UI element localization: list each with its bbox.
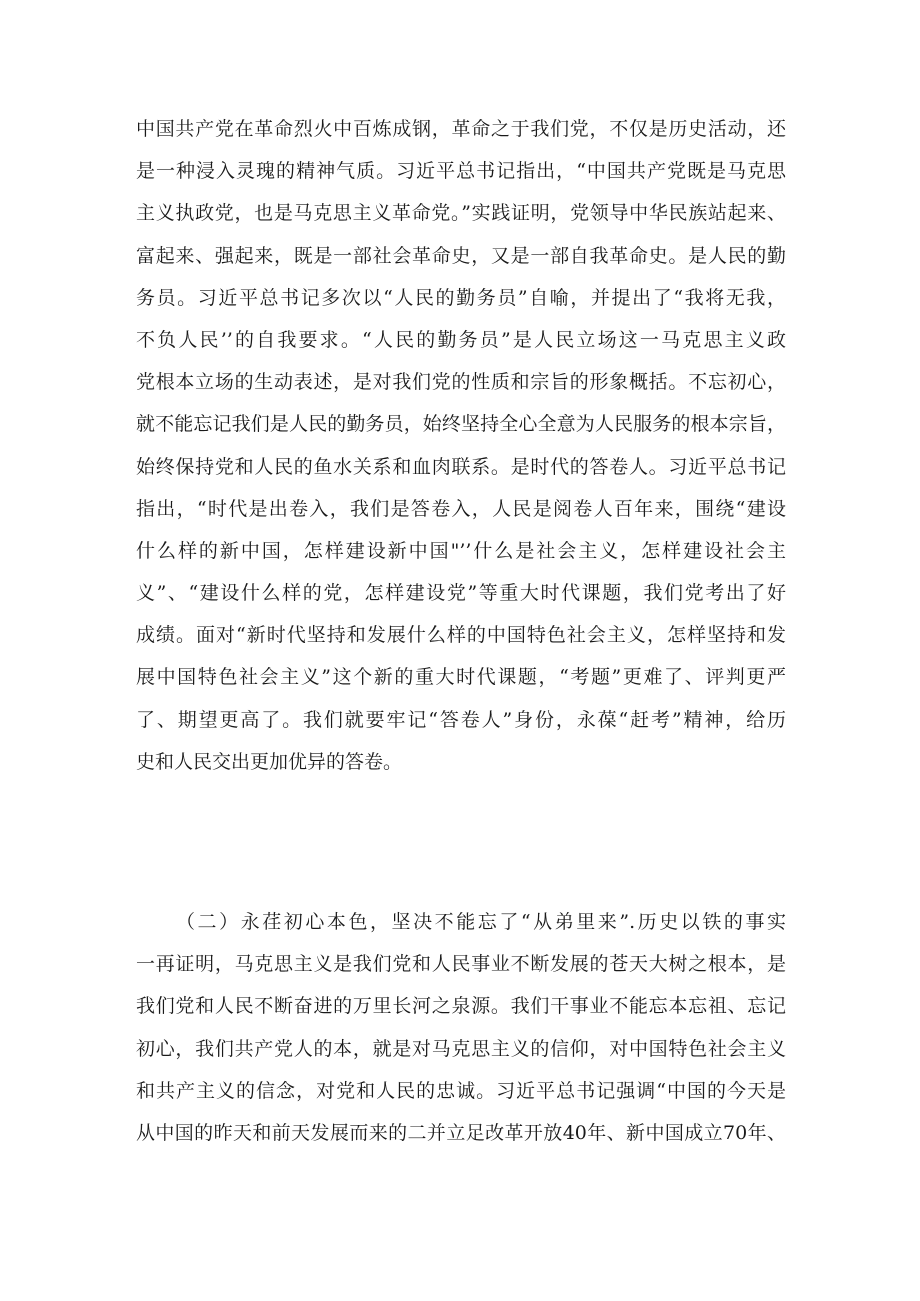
text-line: 一再证明，马克思主义是我们党和人民事业不断发展的苍天大树之根本，是 — [136, 953, 786, 976]
section-heading-line: （二）永荏初心本色，坚决不能忘了“从弟里来”.历史以铁的事实 — [176, 911, 786, 933]
text-line: 始终保持党和人民的鱼水关系和血肉联系。是时代的答卷人。习近平总书记 — [136, 455, 786, 478]
text-line: 就不能忘记我们是人民的勤务员，始终坚持全心全意为人民服务的根本宗旨， — [136, 413, 786, 436]
text-line: 主义执政党，也是马克思主义革命党。”实践证明，党领导中华民族站起来、 — [136, 202, 786, 225]
text-line: 中国共产党在革命烈火中百炼成钢，革命之于我们党，不仅是历史活动，还 — [136, 118, 786, 140]
text-line: 指出，“时代是出卷入，我们是答卷入，人民是阅卷人百年来，围绕“建设 — [136, 497, 786, 520]
text-line: 初心，我们共产党人的本，就是对马克思主义的信仰，对中国特色社会主义 — [136, 1037, 786, 1060]
text-line: 义”、“建设什么样的党，怎样建设党”等重大时代课题，我们党考出了好 — [136, 582, 786, 605]
text-line: 不负人民’’的自我要求。“人民的勤务员”是人民立场这一马克思主义政 — [136, 328, 786, 351]
text-line: 展中国特色社会主义”这个新的重大时代课题，“考题”更难了、评判更严 — [136, 666, 786, 689]
paragraph-1 — [136, 108, 786, 783]
text-line: 从中国的昨天和前天发展而来的二并立足改革开放40年、新中国成立70年、 — [136, 1121, 786, 1144]
text-line: 富起来、强起来，既是一部社会革命史，又是一部自我革命史。是人民的勤 — [136, 244, 786, 267]
text-line: 成绩。面对“新时代坚持和发展什么样的中国特色社会主义，怎样坚持和发 — [136, 624, 786, 647]
text-line: 是一种浸入灵瑰的精神气质。习近平总书记指出，“中国共产党既是马克思 — [136, 160, 786, 183]
text-line: 史和人民交出更加优异的答卷。 — [136, 750, 403, 773]
text-line: 我们党和人民不断奋进的万里长河之泉源。我们干事业不能忘本忘祖、忘记 — [136, 995, 786, 1018]
text-line: 务员。习近平总书记多次以“人民的勤务员”自喻，并提出了“我将无我， — [136, 286, 786, 309]
paragraph-2 — [136, 901, 786, 1154]
text-line: 了、期望更高了。我们就要牢记“答卷人”身份，永葆“赶考”精神，给历 — [136, 708, 786, 731]
text-line: 党根本立场的生动表述，是对我们党的性质和宗旨的形象概括。不忘初心， — [136, 371, 786, 394]
text-line: 和共产主义的信念，对党和人民的忠诚。习近平总书记强调“中国的今天是 — [136, 1079, 786, 1102]
text-line: 什么样的新中国，怎样建设新中国"’’什么是社会主义，怎样建设社会主 — [136, 539, 786, 562]
